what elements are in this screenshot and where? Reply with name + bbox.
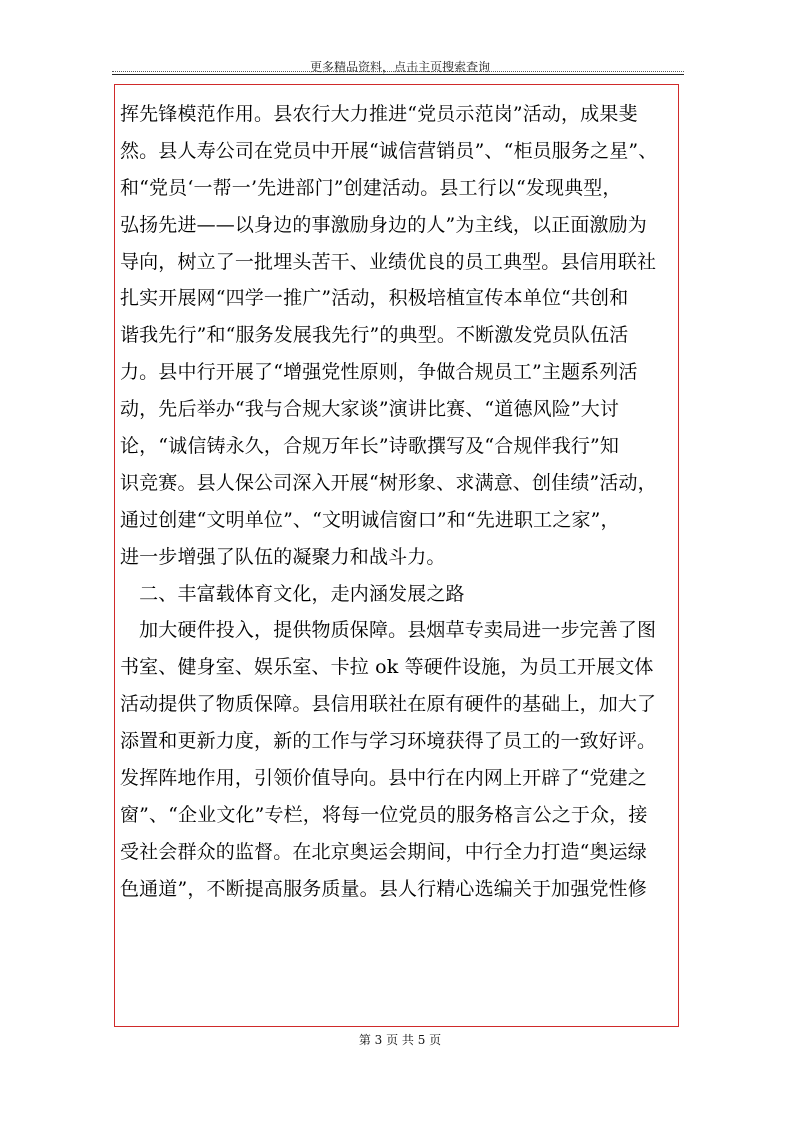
text-line: 发挥阵地作用，引领价值导向。县中行在内网上开辟了“党建之 xyxy=(120,767,647,790)
page-footer: 第 3 页 共 5 页 xyxy=(358,1033,442,1047)
page-header: 更多精品资料，点击主页搜索查询 xyxy=(309,60,490,74)
text-line: 和“党员‘一帮一’先进部门”创建活动。县工行以“发现典型， xyxy=(120,176,622,199)
header-rule xyxy=(112,74,684,75)
text-line: 色通道”，不断提高服务质量。县人行精心选编关于加强党性修 xyxy=(120,877,647,900)
text-line: 动，先后举办“我与合规大家谈”演讲比赛、“道德风险”大讨 xyxy=(120,398,620,421)
text-line: 书室、健身室、娱乐室、卡拉 ok 等硬件设施，为员工开展文体 xyxy=(120,656,654,679)
text-line: 挥先锋模范作用。县农行大力推进“党员示范岗”活动，成果斐 xyxy=(120,103,638,125)
document-body xyxy=(120,96,690,908)
text-line: 识竞赛。县人保公司深入开展“树形象、求满意、创佳绩”活动， xyxy=(120,471,657,494)
text-line: 导向，树立了一批埋头苦干、业绩优良的员工典型。县信用联社 xyxy=(120,250,657,273)
text-line: 添置和更新力度，新的工作与学习环境获得了员工的一致好评。 xyxy=(120,730,657,753)
text-line: 力。县中行开展了“增强党性原则，争做合规员工”主题系列活 xyxy=(120,361,638,384)
header-dotted-rule xyxy=(112,71,684,72)
section-heading: 二、丰富载体育文化，走内涵发展之路 xyxy=(120,582,465,605)
text-line: 弘扬先进——以身边的事激励身边的人”为主线，以正面激励为 xyxy=(120,213,647,236)
text-line: 受社会群众的监督。在北京奥运会期间，中行全力打造“奥运绿 xyxy=(120,840,647,863)
text-line: 窗”、“企业文化”专栏，将每一位党员的服务格言公之于众，接 xyxy=(120,803,648,826)
text-line: 加大硬件投入，提供物质保障。县烟草专卖局进一步完善了图 xyxy=(120,619,657,642)
text-line: 活动提供了物质保障。县信用联社在原有硬件的基础上，加大了 xyxy=(120,693,657,716)
text-line: 扎实开展网“四学一推广”活动，积极培植宣传本单位“共创和 xyxy=(120,287,629,310)
text-line: 论，“诚信铸永久，合规万年长”诗歌撰写及“合规伴我行”知 xyxy=(120,435,620,458)
text-line: 然。县人寿公司在党员中开展“诚信营销员”、“柜员服务之星”、 xyxy=(120,139,658,162)
text-line: 进一步增强了队伍的凝聚力和战斗力。 xyxy=(120,545,446,568)
text-line: 谐我先行”和“服务发展我先行”的典型。不断激发党员队伍活 xyxy=(120,324,629,347)
text-line: 通过创建“文明单位”、“文明诚信窗口”和“先进职工之家”， xyxy=(120,508,620,531)
